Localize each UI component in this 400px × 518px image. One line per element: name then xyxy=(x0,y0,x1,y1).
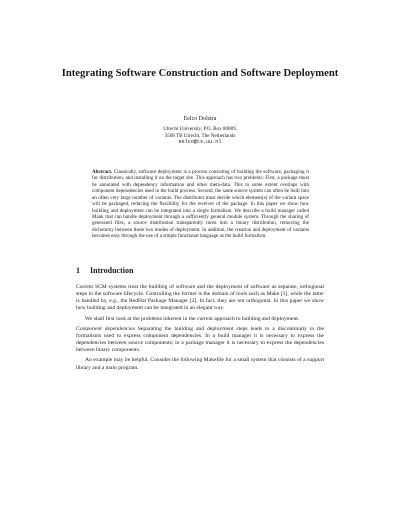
paragraph-run-in-heading: Component dependencies xyxy=(76,325,135,332)
affiliation-line: Utrecht University, P.O. Box 80089, xyxy=(163,126,237,132)
paragraph-text: Separating the building and deployment steps leads to a discontinuity in the formalisms used to express component dependencies. In a build manager it is necessary to express the dependencies between source components; in a package manager it is necessary to express the dependencies between binary components. xyxy=(76,325,324,354)
author-affiliation xyxy=(60,126,340,146)
paper-title: Integrating Software Construction and Software Deployment xyxy=(61,68,339,79)
author-email: eelco@cs.uu.nl xyxy=(178,139,222,146)
abstract-text: Classically, software deployment is a process consisting of building the software, packaging it for distribution, and installing it on the target site. This approach has two problems: First, a package must be annotated with dependency information and other meta-data. This to some extent overlaps with component dependencies used in the build process. Second, the same source system can often be built into an often very large number of variants. The distributor must decide which element(s) of the variant space will be packaged, reducing the flexibility for the receiver of the package. In this paper we show how building and deployment can be integrated into a single formalism. We describe a build manager called Maak that can handle deployment through a sufficiently general module system. Through the sharing of generated files, a source distribution transparently turns into a binary distribution, removing the dichotomy between these two modes of deployment. In addition, the creation and deployment of variants becomes easy through the use of a simple functional language as the build formalism. xyxy=(92,169,309,240)
section-body xyxy=(76,284,324,375)
body-paragraph xyxy=(76,326,324,354)
body-paragraph: We shall first look at the problems inherent in the current approach to building and deployment. xyxy=(85,315,300,322)
body-paragraph: An example may be helpful. Consider the following Makefile for a small system that consists of a support library and a main program. xyxy=(76,357,324,371)
body-paragraph: Current SCM systems treat the building of software and the deployment of software as separate, orthogonal steps in the software lifecycle. Controlling the former is the domain of tools such as Make [3], while the latter is handled by, e.g., the RedHat Package Manager [2]. In fact, they are not orthogonal. In this paper we show how building and deployment can be integrated in an elegant way. xyxy=(76,284,324,312)
affiliation-line: 3508 TB Utrecht, The Netherlands xyxy=(164,132,236,139)
section-heading xyxy=(76,266,133,276)
section-number: 1 xyxy=(76,266,80,275)
abstract xyxy=(92,169,309,240)
abstract-label: Abstract. xyxy=(92,169,113,175)
author-name: Eelco Dolstra xyxy=(183,116,217,122)
section-title: Introduction xyxy=(90,266,134,275)
